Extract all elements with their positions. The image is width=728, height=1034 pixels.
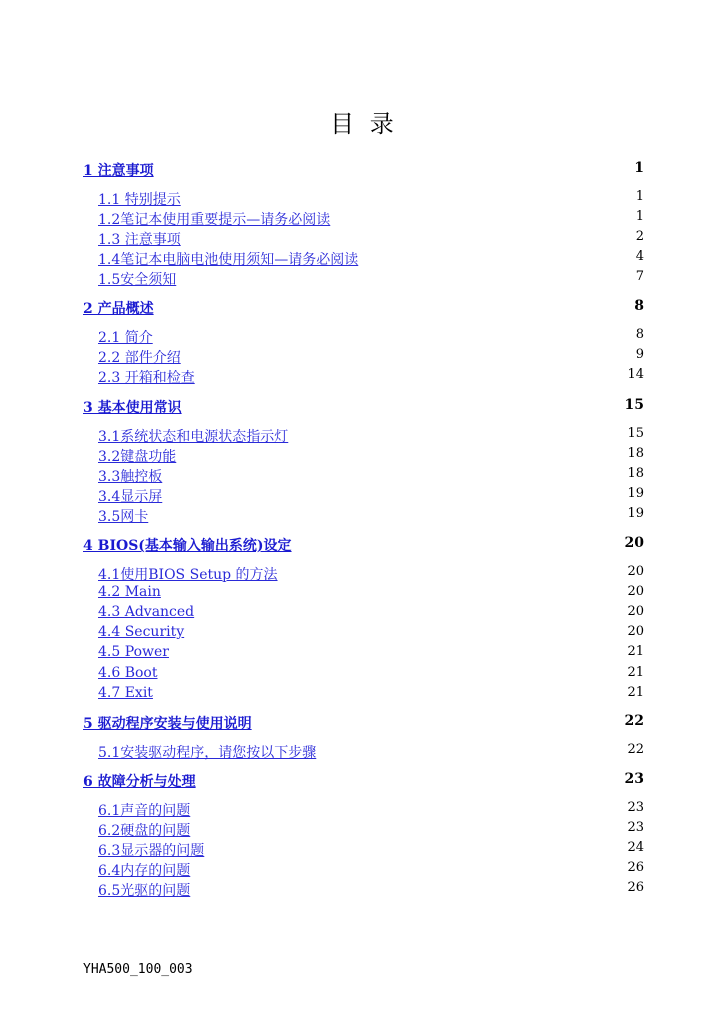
toc-entry — [0, 347, 728, 367]
toc-entry — [0, 880, 728, 900]
toc-entry-link[interactable]: 3.4显示屏 — [98, 489, 163, 506]
toc-entry — [0, 840, 728, 860]
toc-entry-page: 19 — [627, 506, 644, 522]
toc-entry — [0, 229, 728, 249]
toc-entry — [0, 742, 728, 762]
toc-entry-page: 20 — [627, 604, 644, 620]
toc-section-page: 20 — [624, 535, 644, 551]
toc-entry — [0, 426, 728, 446]
toc-entry-page: 26 — [627, 860, 644, 876]
toc-entry — [0, 584, 728, 604]
toc-entry-page: 24 — [627, 840, 644, 856]
document-code: YHA500_100_003 — [83, 962, 193, 977]
toc-entry-page: 14 — [627, 367, 644, 383]
toc-entry — [0, 269, 728, 289]
toc-entry-link[interactable]: 1.5安全须知 — [98, 272, 177, 289]
toc-entry-page: 9 — [635, 347, 644, 363]
toc-entry-page: 20 — [627, 584, 644, 600]
toc-entry-page: 20 — [627, 624, 644, 640]
toc-entry-page: 18 — [627, 466, 644, 482]
toc-entry-page: 8 — [635, 327, 644, 342]
toc-entry — [0, 367, 728, 387]
toc-entry — [0, 327, 728, 347]
toc-entry-page: 21 — [627, 684, 644, 700]
toc-section-page: 22 — [624, 713, 644, 729]
toc-entry-link[interactable]: 2.1 简介 — [98, 330, 153, 346]
toc-entry-link[interactable]: 4.1使用BIOS Setup 的方法 — [98, 567, 278, 583]
toc-entry-link[interactable]: 3.3触控板 — [98, 469, 163, 486]
toc-entry-page: 21 — [627, 644, 644, 660]
toc-entry-page: 23 — [627, 820, 644, 836]
toc-entry — [0, 604, 728, 624]
toc-entry — [0, 820, 728, 840]
toc-entry-link[interactable]: 2.3 开箱和检查 — [98, 370, 195, 387]
toc-entry — [0, 800, 728, 820]
toc-entry — [0, 860, 728, 880]
toc-entry-page: 18 — [627, 446, 644, 462]
toc-entry — [0, 209, 728, 229]
toc-section — [0, 771, 728, 791]
toc-entry — [0, 446, 728, 466]
toc-entry-page: 4 — [635, 249, 644, 265]
toc-entry — [0, 189, 728, 209]
toc-entry-link[interactable]: 5.1安装驱动程序，请您按以下步骤 — [98, 745, 317, 761]
toc-entry — [0, 685, 728, 705]
toc-section-link[interactable]: 2 产品概述 — [83, 301, 154, 317]
toc-entry — [0, 665, 728, 685]
toc-entry-link[interactable]: 1.3 注意事项 — [98, 232, 181, 249]
toc-entry — [0, 564, 728, 584]
toc-section-page: 23 — [624, 771, 644, 787]
toc-entry-link[interactable]: 4.3 Advanced — [98, 604, 195, 621]
toc-entry-link[interactable]: 6.3显示器的问题 — [98, 843, 205, 860]
toc-entry-page: 1 — [635, 189, 644, 204]
toc-section-link[interactable]: 1 注意事项 — [83, 163, 154, 179]
toc-entry — [0, 466, 728, 486]
toc-section-link[interactable]: 6 故障分析与处理 — [83, 774, 196, 790]
toc-section — [0, 713, 728, 733]
toc-entry-page: 2 — [635, 229, 644, 245]
toc-entry-page: 15 — [627, 426, 644, 441]
toc-section — [0, 298, 728, 318]
toc-entry — [0, 249, 728, 269]
toc-section — [0, 160, 728, 180]
page-title: 目 录 — [330, 110, 398, 138]
toc-entry-link[interactable]: 6.1声音的问题 — [98, 803, 191, 819]
toc-section-link[interactable]: 4 BIOS(基本输入输出系统)设定 — [83, 538, 292, 554]
toc-section-link[interactable]: 5 驱动程序安装与使用说明 — [83, 716, 252, 732]
toc-entry-link[interactable]: 3.5网卡 — [98, 509, 149, 526]
toc-entry-link[interactable]: 4.5 Power — [98, 644, 169, 661]
toc-entry-link[interactable]: 3.2键盘功能 — [98, 449, 177, 466]
toc-entry — [0, 624, 728, 644]
toc-entry-link[interactable]: 6.4内存的问题 — [98, 863, 191, 880]
toc-entry-link[interactable]: 2.2 部件介绍 — [98, 350, 181, 367]
toc-section — [0, 397, 728, 417]
toc-entry-link[interactable]: 6.5光驱的问题 — [98, 883, 191, 900]
toc-entry-link[interactable]: 4.4 Security — [98, 624, 185, 641]
toc-entry-link[interactable]: 4.2 Main — [98, 584, 161, 601]
toc-entry — [0, 486, 728, 506]
toc-entry-link[interactable]: 1.1 特别提示 — [98, 192, 181, 208]
toc-entry-page: 22 — [627, 742, 644, 757]
toc-entry — [0, 506, 728, 526]
toc-entry-link[interactable]: 3.1系统状态和电源状态指示灯 — [98, 429, 289, 445]
toc-section-link[interactable]: 3 基本使用常识 — [83, 400, 182, 416]
toc-entry-page: 1 — [635, 209, 644, 225]
toc-entry-link[interactable]: 4.7 Exit — [98, 684, 153, 701]
toc-section-page: 15 — [624, 397, 644, 413]
toc-section-page: 1 — [634, 160, 644, 176]
toc-entry — [0, 644, 728, 664]
toc-entry-page: 21 — [627, 664, 644, 680]
toc-section — [0, 535, 728, 555]
toc-entry-page: 19 — [627, 486, 644, 502]
toc-entry-link[interactable]: 1.4笔记本电脑电池使用须知—请务必阅读 — [98, 252, 359, 269]
toc-entry-link[interactable]: 1.2笔记本使用重要提示—请务必阅读 — [98, 212, 331, 229]
toc-entry-page: 26 — [627, 880, 644, 896]
toc-section-page: 8 — [634, 298, 644, 314]
toc-entry-page: 23 — [627, 800, 644, 815]
toc-entry-link[interactable]: 6.2硬盘的问题 — [98, 823, 191, 840]
toc-entry-page: 20 — [627, 564, 644, 579]
toc-entry-page: 7 — [635, 269, 644, 285]
toc-entry-link[interactable]: 4.6 Boot — [98, 664, 158, 681]
